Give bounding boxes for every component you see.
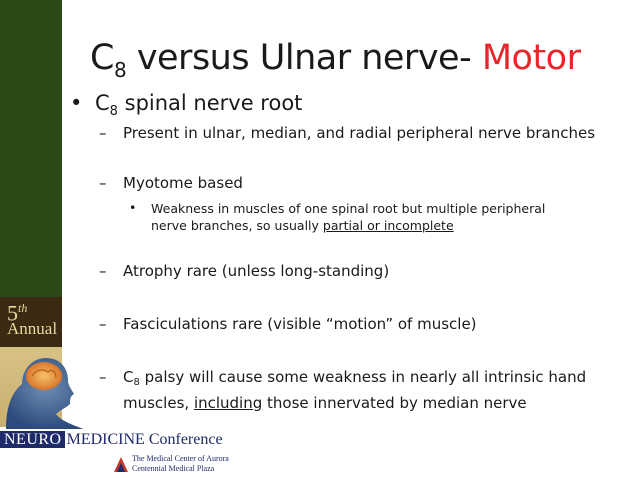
medical-center-logo	[112, 452, 262, 476]
org-line2: Centennial Medical Plaza	[132, 464, 215, 473]
conference-banner	[0, 429, 240, 451]
item-atrophy: – Atrophy rare (unless long-standing)	[99, 262, 390, 280]
medical-center-emblem-icon	[112, 454, 130, 474]
conference-rest: MEDICINE Conference	[66, 431, 223, 448]
slide-title: $C_8$ versus Ulnar nerve- Motor	[90, 38, 581, 82]
item-myotome: – Myotome based	[99, 174, 243, 192]
item-present: – Present in ulnar, median, and radial peripheral nerve branches	[99, 124, 596, 142]
edition-word: Annual	[7, 319, 58, 338]
bullet-c8-root: • $C_8$ spinal nerve root	[70, 91, 303, 119]
item-c8-palsy: – $C_8$ palsy will cause some weakness in nearly all intrinsic hand muscles, including those innervated by median nerve	[99, 368, 587, 412]
green-band	[0, 0, 62, 297]
conference-neuro: NEURO	[0, 431, 65, 448]
edition-number: 5th	[7, 300, 28, 326]
head-brain-logo-icon	[0, 350, 100, 432]
item-fasciculations: – Fasciculations rare (visible “motion” of muscle)	[99, 315, 477, 333]
title-motor-word: Motor	[481, 38, 581, 78]
org-line1: The Medical Center of Aurora	[132, 454, 229, 463]
sub-item-weakness: • Weakness in muscles of one spinal root but multiple peripheral nerve branches, so usually partial or incomplete	[129, 200, 546, 233]
